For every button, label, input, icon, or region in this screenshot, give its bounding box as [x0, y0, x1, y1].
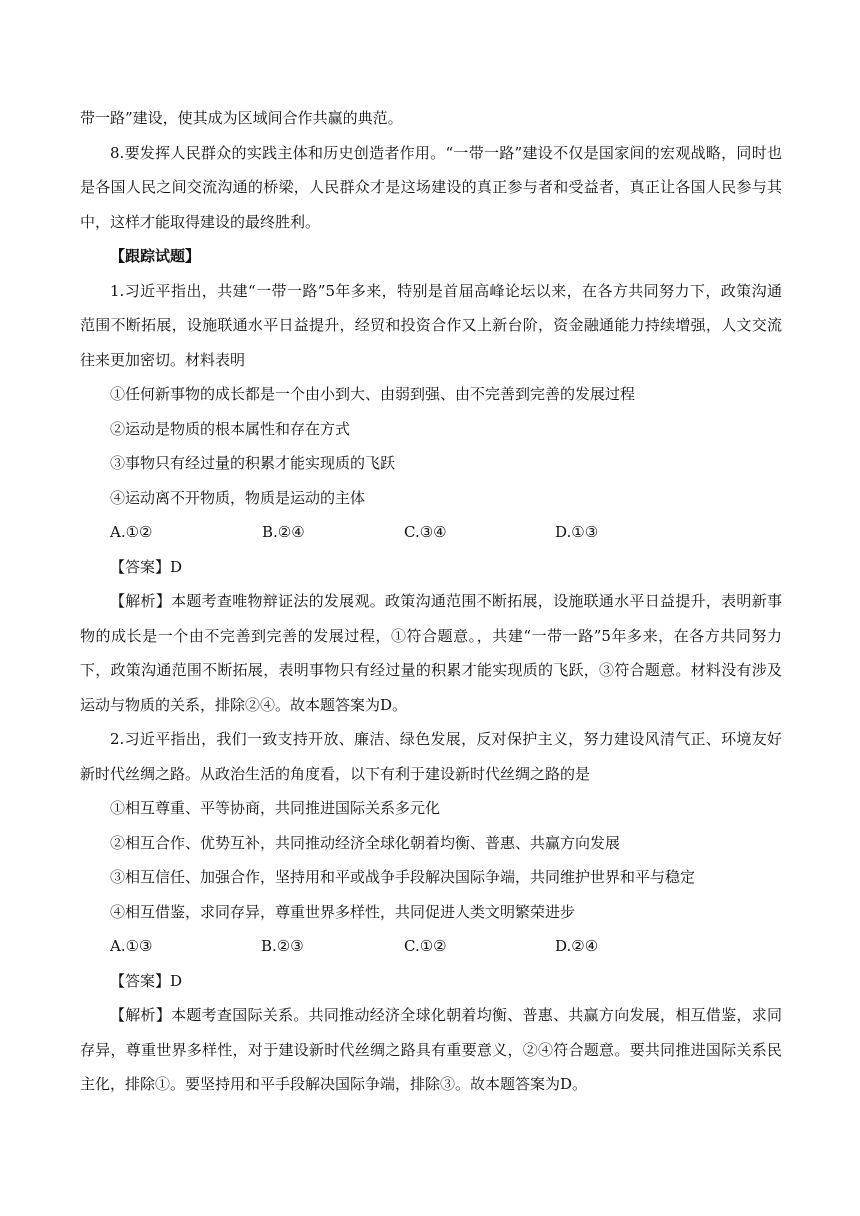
q2-item: ③相互信任、加强合作，坚持用和平或战争手段解决国际争端，共同维护世界和平与稳定	[110, 868, 696, 886]
point-8-line: 中，这样才能取得建设的最终胜利。	[80, 212, 321, 231]
q1-analysis-line: 下，政策沟通范围不断拓展，表明事物只有经过量的积累才能实现质的飞跃，③符合题意。材料没有涉及	[80, 661, 782, 679]
q2-analysis-line: 【解析】本题考查国际关系。共同推动经济全球化朝着均衡、普惠、共赢方向发展，相互借鉴，求同	[110, 1006, 782, 1024]
q2-option-a: A.①③	[110, 937, 153, 955]
q1-analysis-line: 物的成长是一个由不完善到完善的发展过程，①符合题意。，共建“一带一路”5年多来，在各方共同努力	[80, 626, 782, 645]
q1-option-b: B.②④	[262, 523, 305, 541]
q2-option-c: C.①②	[404, 937, 447, 955]
q1-item: ①任何新事物的成长都是一个由小到大、由弱到强、由不完善到完善的发展过程	[110, 385, 636, 403]
point-8-line: 8.要发挥人民群众的实践主体和历史创造者作用。“一带一路”建设不仅是国家间的宏观战略，同时也	[110, 143, 782, 162]
q1-item: ③事物只有经过量的积累才能实现质的飞跃	[110, 454, 396, 472]
q2-analysis-line: 存异，尊重世界多样性，对于建设新时代丝绸之路具有重要意义，②④符合题意。要共同推进国际关系民	[80, 1040, 782, 1059]
question-2	[80, 722, 782, 1102]
q2-stem-line: 新时代丝绸之路。从政治生活的角度看，以下有利于建设新时代丝绸之路的是	[80, 764, 591, 783]
q2-option-d: D.②④	[555, 937, 599, 955]
q1-option-a: A.①②	[110, 523, 153, 541]
q1-analysis-line: 运动与物质的关系，排除②④。故本题答案为D。	[80, 695, 408, 714]
q2-analysis-line: 主化，排除①。要坚持用和平手段解决国际争端，排除③。故本题答案为D。	[80, 1075, 588, 1093]
q1-stem-line: 往来更加密切。材料表明	[80, 350, 246, 369]
q1-item: ②运动是物质的根本属性和存在方式	[110, 419, 351, 438]
q1-option-c: C.③④	[404, 523, 447, 541]
section-heading: 【跟踪试题】	[110, 247, 201, 265]
q2-options	[80, 929, 782, 964]
question-1	[80, 274, 782, 723]
q2-stem-line: 2.习近平指出，我们一致支持开放、廉洁、绿色发展，反对保护主义，努力建设风清气正、环境友好	[110, 730, 782, 748]
q1-options	[80, 515, 782, 550]
intro-tail-line: 带一路”建设，使其成为区域间合作共赢的典范。	[80, 109, 403, 127]
point-8-line: 是各国人民之间交流沟通的桥梁，人民群众才是这场建设的真正参与者和受益者，真正让各国人民参与其	[80, 178, 782, 196]
q2-item: ④相互借鉴，求同存异，尊重世界多样性，共同促进人类文明繁荣进步	[110, 902, 576, 921]
q1-item: ④运动离不开物质，物质是运动的主体	[110, 488, 366, 507]
q1-option-d: D.①③	[555, 523, 599, 541]
q1-stem-line: 范围不断拓展，设施联通水平日益提升，经贸和投资合作又上新台阶，资金融通能力持续增强，人文交流	[80, 316, 782, 334]
q2-item: ②相互合作、优势互补，共同推动经济全球化朝着均衡、普惠、共赢方向发展	[110, 833, 621, 852]
q1-answer: 【答案】D	[110, 557, 183, 576]
point-8-paragraph	[80, 136, 782, 240]
document-page	[80, 101, 782, 1102]
q2-item: ①相互尊重、平等协商，共同推进国际关系多元化	[110, 799, 441, 817]
q2-answer: 【答案】D	[110, 971, 183, 990]
q1-stem-line: 1.习近平指出，共建“一带一路”5年多来，特别是首届高峰论坛以来，在各方共同努力下，政策沟通	[110, 281, 782, 300]
q1-analysis-line: 【解析】本题考查唯物辩证法的发展观。政策沟通范围不断拓展，设施联通水平日益提升，表明新事	[110, 592, 782, 610]
q2-option-b: B.②③	[261, 937, 304, 955]
